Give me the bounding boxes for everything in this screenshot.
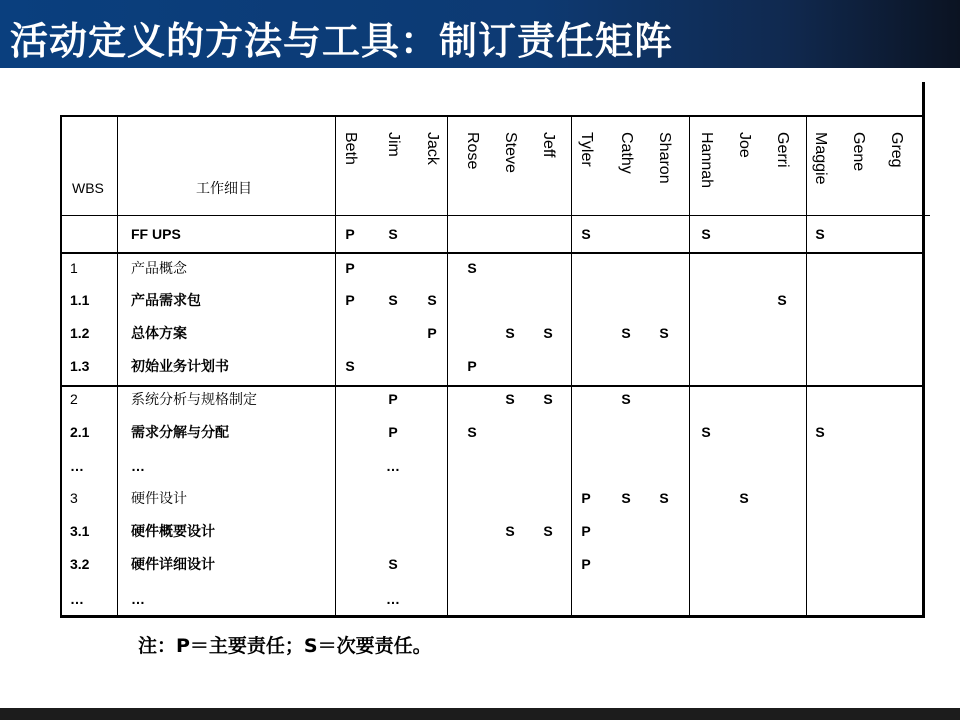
person-gerri: Gerri	[774, 132, 791, 168]
person-steve: Steve	[502, 132, 519, 173]
responsibility-mark: S	[581, 226, 591, 242]
responsibility-mark: P	[345, 226, 355, 242]
responsibility-mark: S	[701, 424, 711, 440]
wbs-code: 1.3	[70, 358, 90, 374]
responsibility-mark: S	[467, 424, 477, 440]
wbs-code: 1	[70, 260, 78, 276]
person-greg: Greg	[888, 132, 905, 168]
wbs-code: 3	[70, 490, 78, 506]
responsibility-mark: S	[388, 556, 398, 572]
wbs-header: WBS	[72, 180, 104, 196]
page-title: 活动定义的方法与工具：制订责任矩阵	[10, 19, 674, 63]
wbs-code: 1.2	[70, 325, 90, 341]
responsibility-mark: S	[621, 490, 631, 506]
responsibility-mark: S	[543, 325, 553, 341]
col-separator-group-2	[447, 117, 448, 615]
person-rose: Rose	[464, 132, 481, 170]
task-name: FF UPS	[131, 226, 181, 242]
task-name: …	[131, 591, 145, 607]
task-header: 工作细目	[196, 180, 252, 196]
task-name: 产品概念	[131, 260, 187, 276]
person-beth: Beth	[342, 132, 359, 165]
responsibility-mark: S	[659, 325, 669, 341]
person-joe: Joe	[736, 132, 753, 158]
wbs-code: 2	[70, 391, 78, 407]
responsibility-mark: P	[388, 391, 398, 407]
person-jack: Jack	[424, 132, 441, 165]
task-name: …	[131, 458, 145, 474]
responsibility-mark: S	[777, 292, 787, 308]
responsibility-mark: S	[543, 391, 553, 407]
responsibility-mark: S	[505, 325, 515, 341]
wbs-code: 3.1	[70, 523, 90, 539]
person-jim: Jim	[385, 132, 402, 157]
col-separator-group-1	[335, 117, 336, 615]
table-border-bottom	[60, 615, 924, 618]
task-name: 系统分析与规格制定	[131, 391, 257, 407]
wbs-code: 1.1	[70, 292, 90, 308]
person-cathy: Cathy	[618, 132, 635, 174]
col-separator-wbs	[117, 117, 118, 615]
person-sharon: Sharon	[656, 132, 673, 184]
responsibility-mark: P	[345, 292, 355, 308]
task-name: 硬件详细设计	[131, 556, 215, 572]
responsibility-mark: S	[739, 490, 749, 506]
responsibility-mark: S	[543, 523, 553, 539]
person-hannah: Hannah	[698, 132, 715, 189]
responsibility-mark: P	[467, 358, 477, 374]
col-separator-group-5	[806, 117, 807, 615]
responsibility-mark: P	[345, 260, 355, 276]
legend-note: 注：P＝主要责任；S＝次要责任。	[138, 635, 432, 657]
person-tyler: Tyler	[578, 132, 595, 167]
person-jeff: Jeff	[540, 132, 557, 158]
bottom-bar	[0, 708, 960, 720]
wbs-code: 3.2	[70, 556, 90, 572]
task-name: 产品需求包	[131, 292, 201, 308]
task-name: 需求分解与分配	[131, 424, 229, 440]
responsibility-mark: S	[621, 391, 631, 407]
responsibility-mark: P	[427, 325, 437, 341]
person-gene: Gene	[850, 132, 867, 172]
responsibility-mark: S	[621, 325, 631, 341]
responsibility-mark: …	[386, 591, 400, 607]
person-maggie: Maggie	[812, 132, 829, 185]
responsibility-mark: S	[505, 523, 515, 539]
task-name: 硬件设计	[131, 490, 187, 506]
col-separator-group-4	[689, 117, 690, 615]
task-name: 硬件概要设计	[131, 523, 215, 539]
wbs-code: …	[70, 458, 84, 474]
task-name: 初始业务计划书	[131, 358, 229, 374]
row-separator-ffups	[62, 252, 924, 254]
wbs-code: …	[70, 591, 84, 607]
responsibility-mark: P	[581, 490, 591, 506]
responsibility-mark: S	[659, 490, 669, 506]
table-border-left	[60, 115, 62, 618]
row-separator-section2	[62, 385, 924, 387]
responsibility-mark: P	[388, 424, 398, 440]
responsibility-mark: S	[345, 358, 355, 374]
wbs-code: 2.1	[70, 424, 90, 440]
responsibility-mark: S	[388, 292, 398, 308]
responsibility-mark: S	[388, 226, 398, 242]
table-border-right	[922, 82, 925, 618]
task-name: 总体方案	[131, 325, 187, 341]
responsibility-mark: S	[427, 292, 437, 308]
responsibility-mark: S	[815, 424, 825, 440]
responsibility-mark: P	[581, 556, 591, 572]
responsibility-mark: …	[386, 458, 400, 474]
responsibility-mark: S	[505, 391, 515, 407]
responsibility-mark: S	[815, 226, 825, 242]
table-border-top	[60, 115, 924, 117]
responsibility-mark: S	[701, 226, 711, 242]
col-separator-group-3	[571, 117, 572, 615]
responsibility-mark: S	[467, 260, 477, 276]
header-separator	[62, 215, 930, 216]
responsibility-mark: P	[581, 523, 591, 539]
